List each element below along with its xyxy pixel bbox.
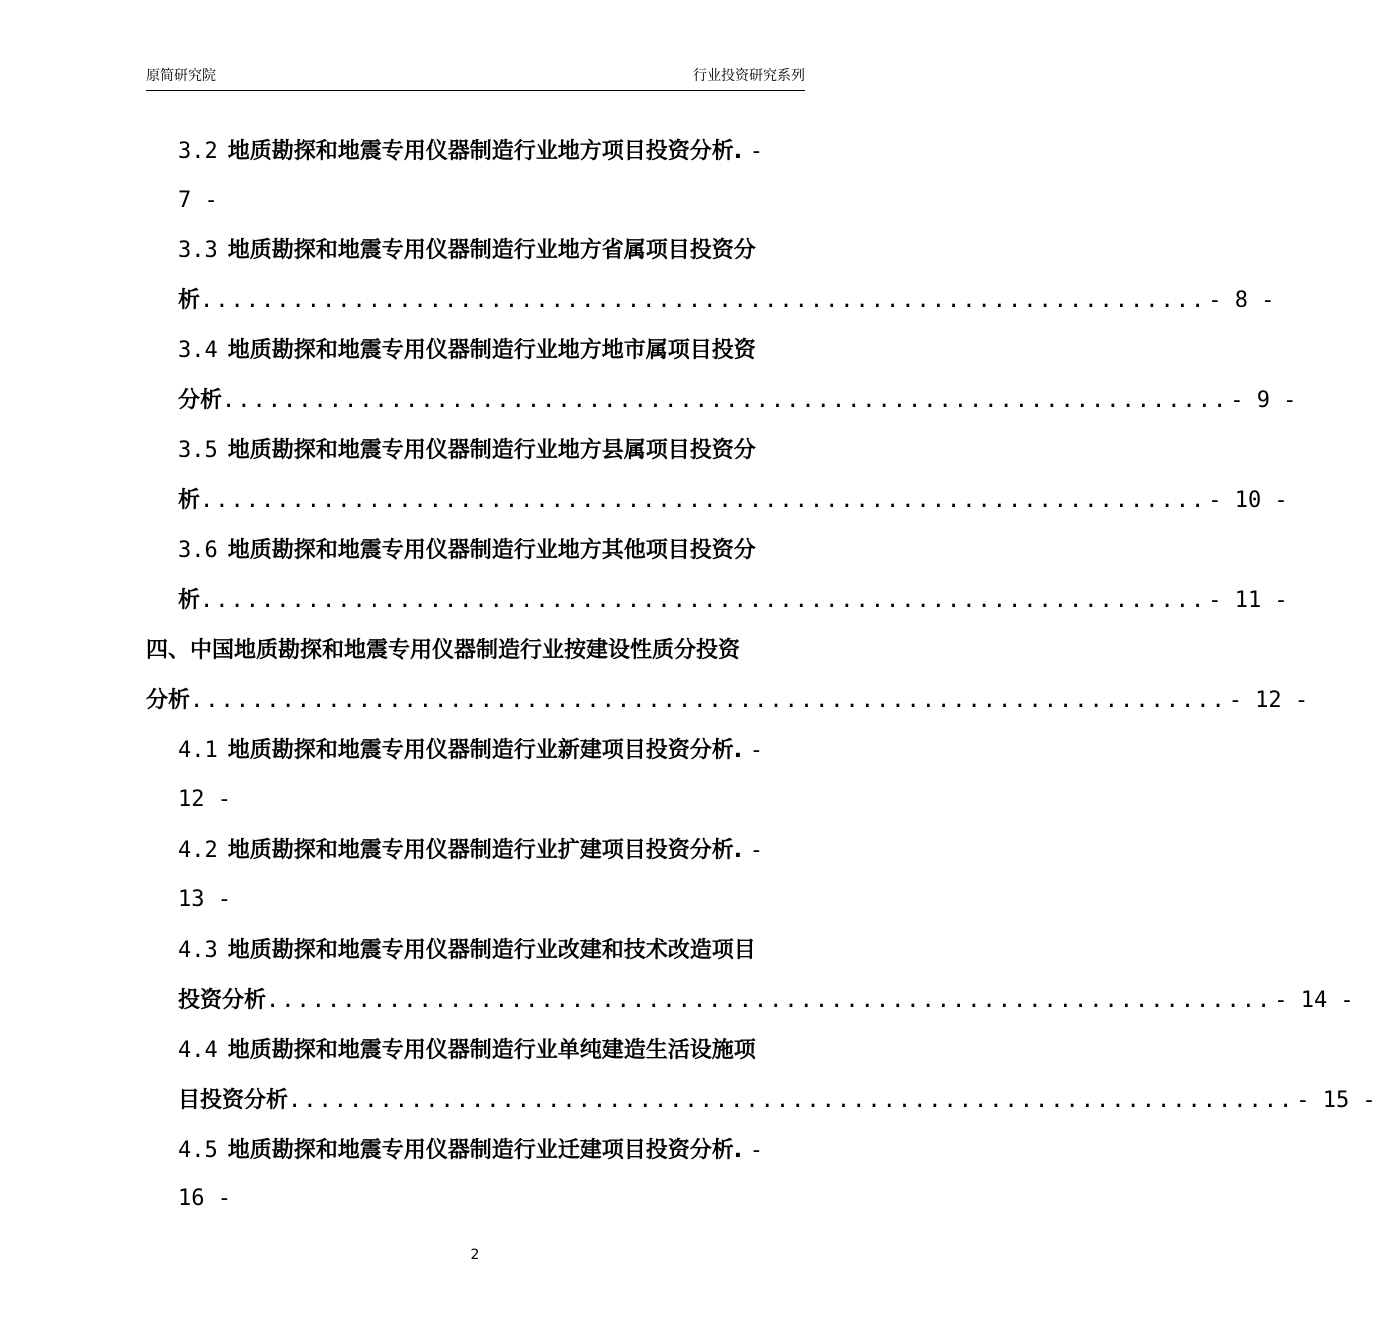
toc-title: 地质勘探和地震专用仪器制造行业新建项目投资分析. [227, 738, 743, 763]
toc-entry-3-3-leader[interactable] [178, 286, 1275, 316]
toc-entry-4-3[interactable] [178, 936, 756, 966]
toc-entry-3-3[interactable] [178, 236, 756, 266]
toc-number: 3.6 [178, 538, 218, 563]
toc-page-continuation: 13 - [178, 887, 231, 912]
toc-entry-3-6-leader[interactable] [178, 586, 1288, 616]
toc-page: - 12 - [1228, 688, 1309, 713]
dot-leader: .................................................................. [200, 488, 1207, 513]
toc-tail: - [749, 139, 764, 164]
toc-title: 四、中国地质勘探和地震专用仪器制造行业按建设性质分投资 [146, 638, 741, 663]
toc-entry-4-1[interactable] [178, 736, 763, 766]
toc-page-continuation: 16 - [178, 1186, 231, 1211]
toc-page-continuation: 7 - [178, 188, 218, 213]
toc-page: - 9 - [1230, 388, 1297, 413]
toc-title-cont: 目投资分析 [178, 1088, 289, 1113]
toc-title: 地质勘探和地震专用仪器制造行业地方项目投资分析. [227, 139, 743, 164]
toc-page: - 11 - [1208, 588, 1288, 613]
page-number: 2 [470, 1247, 480, 1263]
toc-entry-4-4-leader[interactable] [178, 1086, 1376, 1116]
toc-page: - 14 - [1274, 988, 1354, 1013]
toc-number: 4.3 [178, 938, 218, 963]
toc-title: 地质勘探和地震专用仪器制造行业地方县属项目投资分 [227, 438, 756, 463]
toc-title: 地质勘探和地震专用仪器制造行业改建和技术改造项目 [227, 938, 756, 963]
toc-entry-4-4[interactable] [178, 1036, 756, 1066]
toc-number: 3.2 [178, 139, 218, 164]
toc-number: 4.4 [178, 1038, 218, 1063]
toc-tail: - [749, 1138, 764, 1163]
dot-leader: .................................................................. [200, 288, 1207, 313]
toc-number: 3.3 [178, 238, 218, 263]
toc-title-cont: 析 [178, 588, 201, 613]
toc-number: 4.2 [178, 838, 218, 863]
toc-number: 3.4 [178, 338, 218, 363]
toc-page: - 15 - [1296, 1088, 1376, 1113]
dot-leader: .................................................................... [190, 688, 1227, 713]
header-org-name: 原简研究院 [146, 68, 216, 84]
toc-title: 地质勘探和地震专用仪器制造行业单纯建造生活设施项 [227, 1038, 756, 1063]
toc-tail: - [749, 838, 764, 863]
toc-entry-3-6[interactable] [178, 536, 756, 566]
toc-page-continuation: 12 - [178, 787, 231, 812]
dot-leader: .................................................................. [288, 1088, 1295, 1113]
toc-title: 地质勘探和地震专用仪器制造行业地方地市属项目投资 [227, 338, 756, 363]
toc-page: - 8 - [1208, 288, 1275, 313]
toc-title: 地质勘探和地震专用仪器制造行业迁建项目投资分析. [227, 1138, 743, 1163]
toc-entry-4-2[interactable] [178, 836, 763, 866]
toc-entry-3-2[interactable] [178, 137, 763, 167]
toc-number: 4.1 [178, 738, 218, 763]
toc-title-cont: 分析 [178, 388, 223, 413]
toc-entry-chapter-4-leader[interactable] [146, 686, 1309, 716]
toc-entry-chapter-4[interactable] [146, 636, 740, 666]
toc-entry-4-3-leader[interactable] [178, 986, 1354, 1016]
toc-number: 4.5 [178, 1138, 218, 1163]
toc-entry-3-5-leader[interactable] [178, 486, 1288, 516]
dot-leader: .................................................................. [222, 388, 1229, 413]
toc-entry-3-4-leader[interactable] [178, 386, 1297, 416]
toc-title: 地质勘探和地震专用仪器制造行业地方其他项目投资分 [227, 538, 756, 563]
toc-entry-3-4[interactable] [178, 336, 756, 366]
header-series-name: 行业投资研究系列 [693, 68, 805, 84]
toc-entry-3-5[interactable] [178, 436, 756, 466]
toc-number: 3.5 [178, 438, 218, 463]
toc-entry-4-5[interactable] [178, 1136, 763, 1166]
toc-title-cont: 分析 [146, 688, 191, 713]
toc-title: 地质勘探和地震专用仪器制造行业地方省属项目投资分 [227, 238, 756, 263]
dot-leader: .................................................................. [266, 988, 1273, 1013]
toc-title-cont: 析 [178, 488, 201, 513]
toc-title-cont: 投资分析 [178, 988, 267, 1013]
toc-page: - 10 - [1208, 488, 1288, 513]
page-header [146, 66, 805, 91]
toc-tail: - [749, 738, 764, 763]
toc-title-cont: 析 [178, 288, 201, 313]
dot-leader: .................................................................. [200, 588, 1207, 613]
toc-title: 地质勘探和地震专用仪器制造行业扩建项目投资分析. [227, 838, 743, 863]
